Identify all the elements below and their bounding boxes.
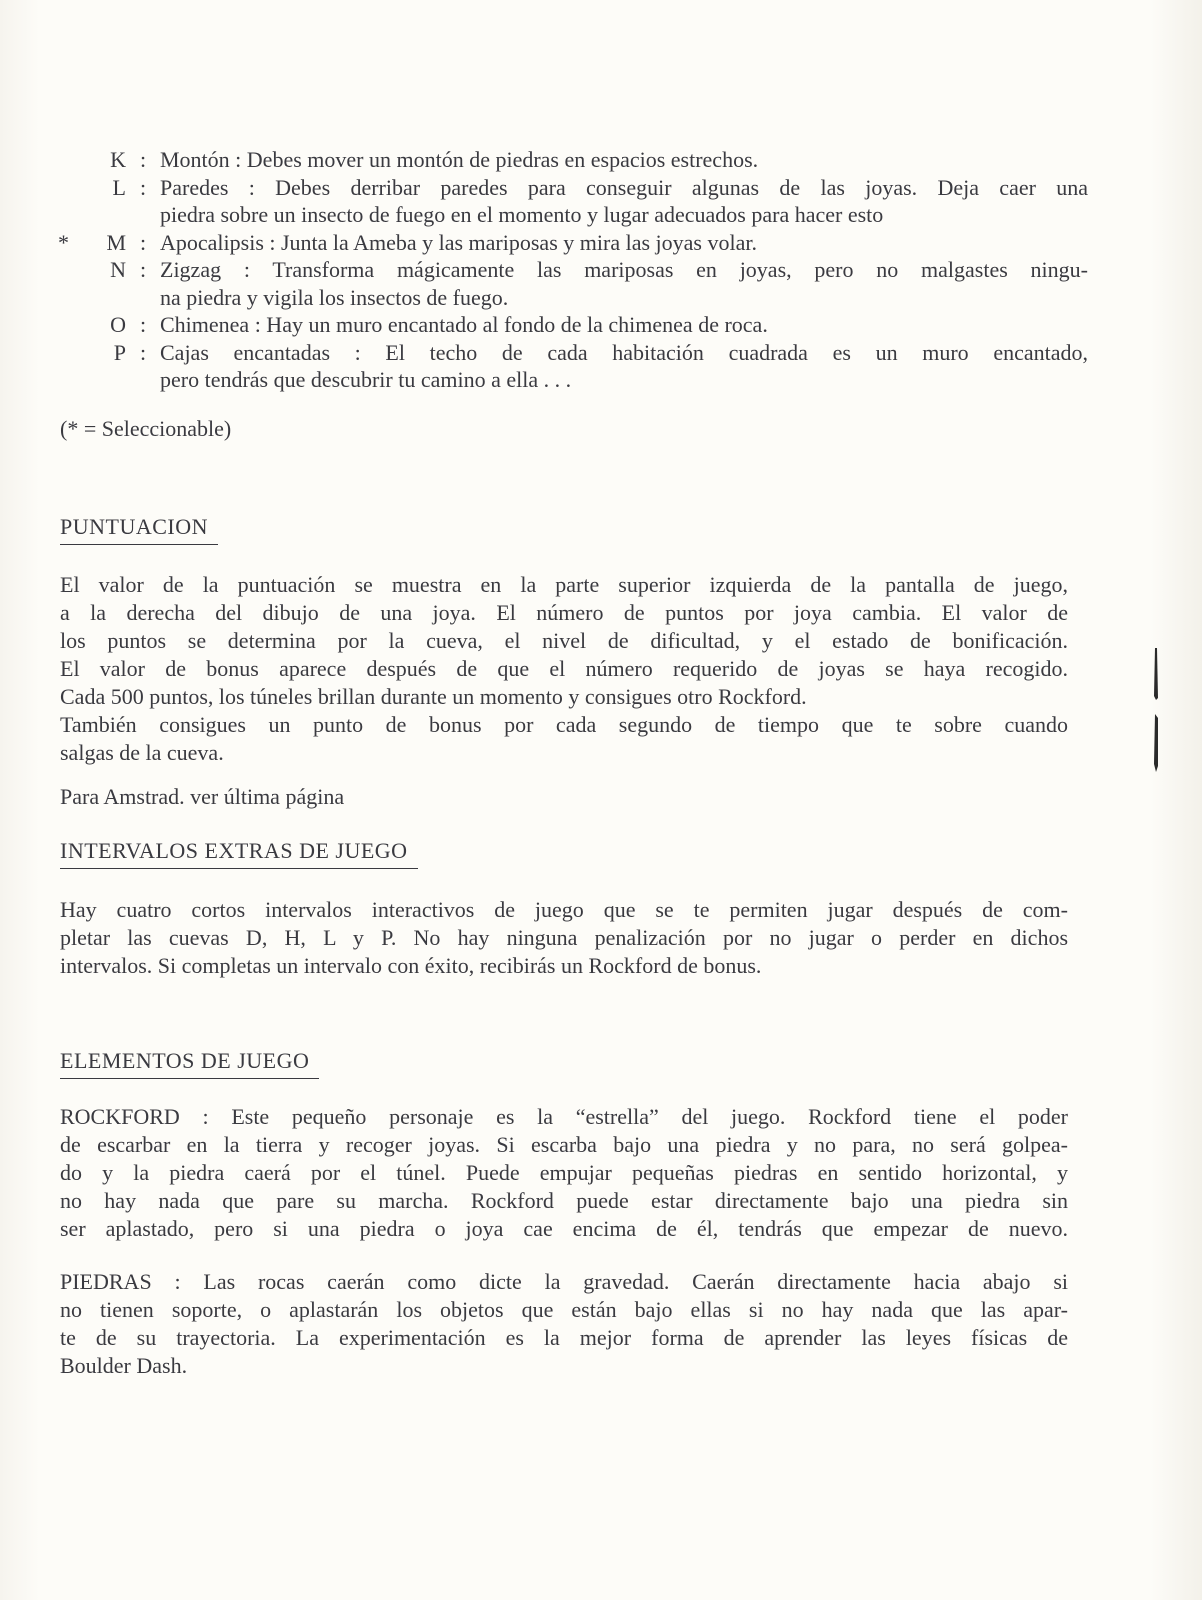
cave-description bbox=[160, 339, 1088, 394]
cave-item-n bbox=[58, 256, 1088, 311]
paragraph-line: salgas de la cueva. bbox=[60, 740, 224, 765]
paragraph-line: También consigues un punto de bonus por cada segundo de tiempo que te sobre cuando bbox=[60, 712, 1068, 737]
paragraph-line: Hay cuatro cortos intervalos interactivos de juego que se te permiten jugar después de com- bbox=[60, 897, 1068, 922]
rockford-paragraph bbox=[60, 1103, 1068, 1243]
amstrad-note: Para Amstrad. ver última página bbox=[60, 784, 345, 809]
paragraph-line: do y la piedra caerá por el túnel. Puede empujar pequeñas piedras en sentido horizontal, y bbox=[60, 1160, 1068, 1185]
paragraph-line: PIEDRAS : Las rocas caerán como dicte la gravedad. Caerán directamente hacia abajo si bbox=[60, 1269, 1068, 1294]
cave-description bbox=[160, 146, 1088, 174]
cave-item-l bbox=[58, 174, 1088, 229]
cave-letter: P bbox=[113, 339, 126, 365]
cave-description-line: na piedra y vigila los insectos de fuego. bbox=[160, 284, 509, 310]
cave-list bbox=[58, 146, 1088, 394]
cave-colon: : bbox=[139, 312, 147, 337]
piedras-paragraph bbox=[60, 1268, 1068, 1380]
paragraph-line: El valor de la puntuación se muestra en la parte superior izquierda de la pantalla de juego, bbox=[60, 572, 1068, 597]
paragraph-line: Boulder Dash. bbox=[60, 1353, 188, 1378]
paragraph-line: los puntos se determina por la cueva, el nivel de dificultad, y el estado de bonificación. bbox=[60, 628, 1068, 653]
paragraph-line: El valor de bonus aparece después de que el número requerido de joyas se haya recogido. bbox=[60, 656, 1068, 681]
cave-description-line: Apocalipsis : Junta la Ameba y las mariposas y mira las joyas volar. bbox=[160, 229, 757, 255]
puntuacion-paragraph bbox=[60, 571, 1068, 767]
cave-colon: : bbox=[139, 147, 147, 172]
cave-description-line: Montón : Debes mover un montón de piedras en espacios estrechos. bbox=[160, 147, 759, 172]
cave-description bbox=[160, 229, 1088, 257]
paragraph-line: ser aplastado, pero si una piedra o joya cae encima de él, tendrás que empezar de nuevo. bbox=[60, 1216, 1068, 1241]
cave-description-line: Zigzag : Transforma mágicamente las mariposas en joyas, pero no malgastes ningu- bbox=[160, 257, 1088, 282]
cave-item-o bbox=[58, 311, 1088, 339]
cave-description-line: pero tendrás que descubrir tu camino a ella . . . bbox=[160, 367, 572, 392]
cave-description-line: piedra sobre un insecto de fuego en el momento y lugar adecuados para hacer esto bbox=[160, 202, 884, 227]
cave-description bbox=[160, 256, 1088, 311]
paragraph-line: no hay nada que pare su marcha. Rockford puede estar directamente bajo una piedra sin bbox=[60, 1188, 1068, 1213]
cave-item-p bbox=[58, 339, 1088, 394]
paragraph-line: a la derecha del dibujo de una joya. El número de puntos por joya cambia. El valor de bbox=[60, 600, 1068, 625]
cave-item-m bbox=[58, 229, 1088, 257]
selectable-legend: (* = Seleccionable) bbox=[60, 416, 232, 441]
cave-colon: : bbox=[139, 229, 147, 255]
cave-item-k bbox=[58, 146, 1088, 174]
section-heading-intervalos: INTERVALOS EXTRAS DE JUEGO bbox=[60, 838, 418, 869]
cave-description bbox=[160, 311, 1088, 339]
section-heading-puntuacion: PUNTUACION bbox=[60, 514, 218, 545]
cave-colon: : bbox=[139, 174, 147, 200]
paragraph-line: te de su trayectoria. La experimentación es la mejor forma de aprender las leyes físicas de bbox=[60, 1325, 1068, 1350]
binding-mark-icon bbox=[1152, 648, 1160, 772]
cave-description-line: Chimenea : Hay un muro encantado al fondo de la chimenea de roca. bbox=[160, 312, 768, 337]
paragraph-line: pletar las cuevas D, H, L y P. No hay ninguna penalización por no jugar o perder en dichos bbox=[60, 925, 1068, 950]
cave-letter: N bbox=[110, 257, 126, 282]
paragraph-line: Cada 500 puntos, los túneles brillan durante un momento y consigues otro Rockford. bbox=[60, 684, 807, 709]
paragraph-line: intervalos. Si completas un intervalo con éxito, recibirás un Rockford de bonus. bbox=[60, 953, 762, 978]
paragraph-line: ROCKFORD : Este pequeño personaje es la “estrella” del juego. Rockford tiene el poder bbox=[60, 1104, 1068, 1129]
cave-letter: K bbox=[110, 147, 126, 172]
cave-description-line: Paredes : Debes derribar paredes para conseguir algunas de las joyas. Deja caer una bbox=[160, 174, 1088, 200]
cave-colon: : bbox=[139, 257, 147, 282]
cave-letter: L bbox=[112, 174, 126, 200]
cave-letter: M bbox=[106, 229, 126, 255]
section-heading-elementos: ELEMENTOS DE JUEGO bbox=[60, 1048, 319, 1079]
cave-letter: O bbox=[110, 312, 126, 337]
selectable-marker: * bbox=[58, 229, 69, 255]
intervalos-paragraph bbox=[60, 896, 1068, 980]
paragraph-line: de escarbar en la tierra y recoger joyas. Si escarba bajo una piedra y no para, no será golpea- bbox=[60, 1132, 1068, 1157]
cave-description bbox=[160, 174, 1088, 229]
cave-description-line: Cajas encantadas : El techo de cada habitación cuadrada es un muro encantado, bbox=[160, 339, 1088, 365]
paragraph-line: no tienen soporte, o aplastarán los objetos que están bajo ellas si no hay nada que las apar- bbox=[60, 1297, 1068, 1322]
cave-colon: : bbox=[139, 339, 147, 365]
